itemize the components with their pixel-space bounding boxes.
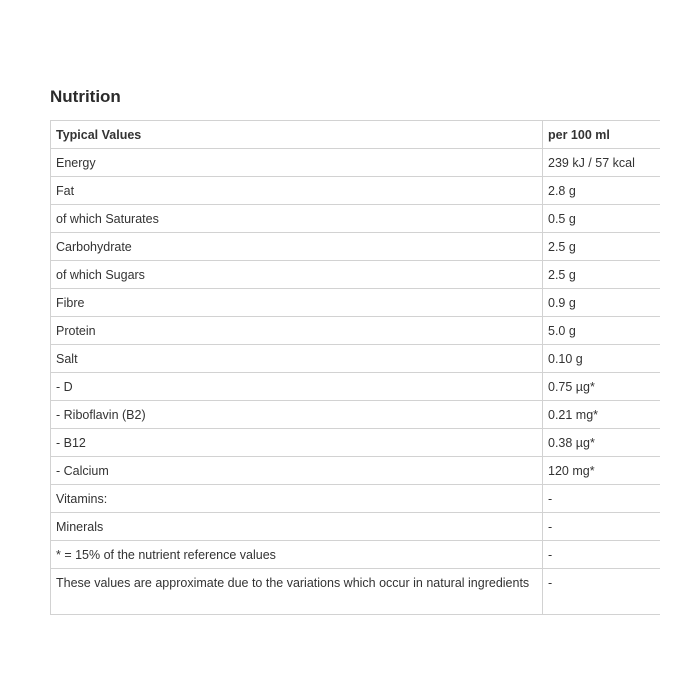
nutrient-name: of which Saturates [51,205,543,233]
nutrient-value: 0.9 g [543,289,661,317]
table-header-row [51,121,661,149]
nutrient-name: - D [51,373,543,401]
nutrient-value: 0.38 µg* [543,429,661,457]
table-row [51,513,661,541]
nutrient-value: - [543,513,661,541]
nutrient-value: 120 mg* [543,457,661,485]
nutrient-value: 0.21 mg* [543,401,661,429]
nutrient-value: 239 kJ / 57 kcal [543,149,661,177]
nutrient-value: - [543,569,661,615]
table-row [51,345,661,373]
nutrient-name: Protein [51,317,543,345]
table-row [51,485,661,513]
table-row [51,541,661,569]
nutrient-name: * = 15% of the nutrient reference values [51,541,543,569]
table-row [51,569,661,615]
header-typical-values: Typical Values [51,121,543,149]
table-row [51,261,661,289]
table-row [51,205,661,233]
table-row [51,429,661,457]
nutrient-value: 2.8 g [543,177,661,205]
table-row [51,401,661,429]
nutrient-value: 2.5 g [543,233,661,261]
nutrient-name: - Calcium [51,457,543,485]
nutrient-name: of which Sugars [51,261,543,289]
nutrient-name: - B12 [51,429,543,457]
nutrient-name: Energy [51,149,543,177]
nutrient-value: 5.0 g [543,317,661,345]
nutrient-name: - Riboflavin (B2) [51,401,543,429]
nutrient-value: 0.10 g [543,345,661,373]
table-row [51,177,661,205]
nutrient-name: Salt [51,345,543,373]
table-row [51,373,661,401]
nutrient-value: 0.75 µg* [543,373,661,401]
header-per-100ml: per 100 ml [543,121,661,149]
nutrition-table [50,120,660,615]
table-row [51,233,661,261]
nutrition-table-container [50,120,660,615]
nutrient-name: These values are approximate due to the variations which occur in natural ingredients [51,569,543,615]
nutrient-name: Fibre [51,289,543,317]
page-title: Nutrition [50,87,121,106]
table-row [51,457,661,485]
table-row [51,289,661,317]
table-row [51,149,661,177]
nutrient-name: Vitamins: [51,485,543,513]
nutrient-value: - [543,485,661,513]
table-row [51,317,661,345]
nutrient-name: Fat [51,177,543,205]
nutrient-name: Carbohydrate [51,233,543,261]
nutrient-value: 0.5 g [543,205,661,233]
nutrient-value: 2.5 g [543,261,661,289]
nutrient-name: Minerals [51,513,543,541]
nutrient-value: - [543,541,661,569]
